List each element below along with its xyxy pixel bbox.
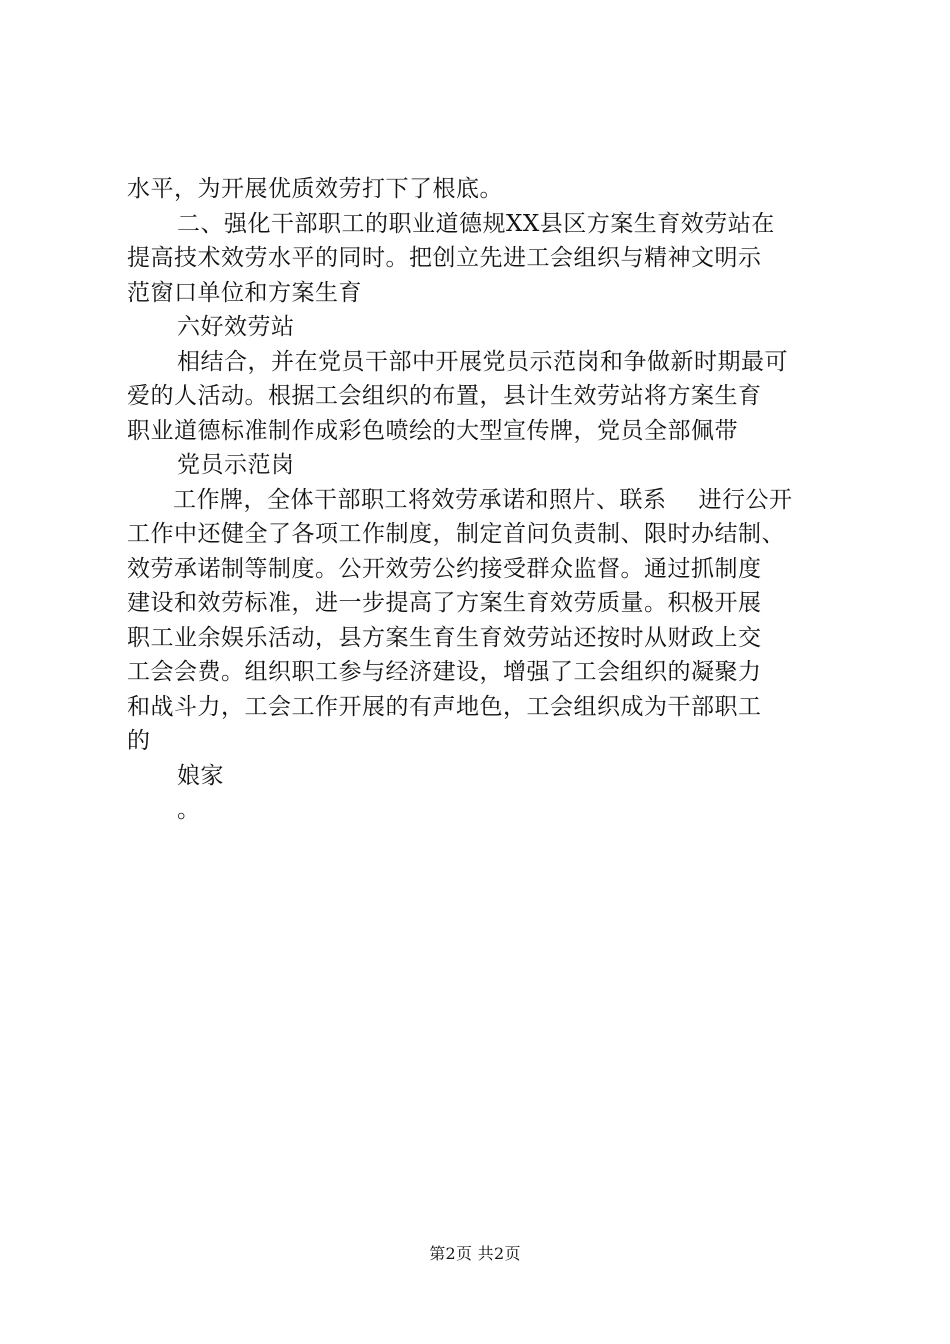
text-line-9: 党员示范岗 [177, 452, 295, 478]
text-line-12: 效劳承诺制等制度。公开效劳公约接受群众监督。通过抓制度 [127, 555, 762, 582]
text-line-2: 二、强化干部职工的职业道德规XX县区方案生育效劳站在 [177, 210, 775, 237]
text-line-10 [127, 483, 837, 518]
text-line-4: 范窗口单位和方案生育 [127, 279, 362, 306]
text-line-17: 的 [127, 728, 151, 754]
text-line-1: 水平，为开展优质效劳打下了根底。 [127, 176, 503, 202]
text-line-11: 工作中还健全了各项工作制度，制定首问负责制、限时办结制、 [127, 521, 785, 547]
page-footer: 第2页 共2页 [429, 1244, 521, 1263]
text-line-13: 建设和效劳标准，进一步提高了方案生育效劳质量。积极开展 [127, 590, 762, 616]
text-line-3: 提高技术效劳水平的同时。把创立先进工会组织与精神文明示 [127, 245, 762, 271]
text-line-18: 娘家 [177, 762, 224, 789]
text-line-16: 和战斗力，工会工作开展的有声地色，工会组织成为干部职工 [127, 693, 762, 720]
text-line-5: 六好效劳站 [177, 314, 295, 340]
text-line-15: 工会会费。组织职工参与经济建设，增强了工会组织的凝聚力 [127, 659, 762, 685]
text-line-10-part-2: 进行公开 [698, 486, 793, 513]
text-line-8: 职业道德标准制作成彩色喷绘的大型宣传牌，党员全部佩带 [127, 417, 738, 444]
text-line-7: 爱的人活动。根据工会组织的布置，县计生效劳站将方案生育 [127, 383, 762, 409]
text-line-6: 相结合，并在党员干部中开展党员示范岗和争做新时期最可 [177, 348, 788, 375]
text-line-19: 。 [177, 797, 201, 823]
text-line-14: 职工业余娱乐活动，县方案生育生育效劳站还按时从财政上交 [127, 624, 762, 651]
text-line-10-part-1: 工作牌，全体干部职工将效劳承诺和照片、联系 [173, 486, 667, 513]
body-text [127, 172, 837, 828]
